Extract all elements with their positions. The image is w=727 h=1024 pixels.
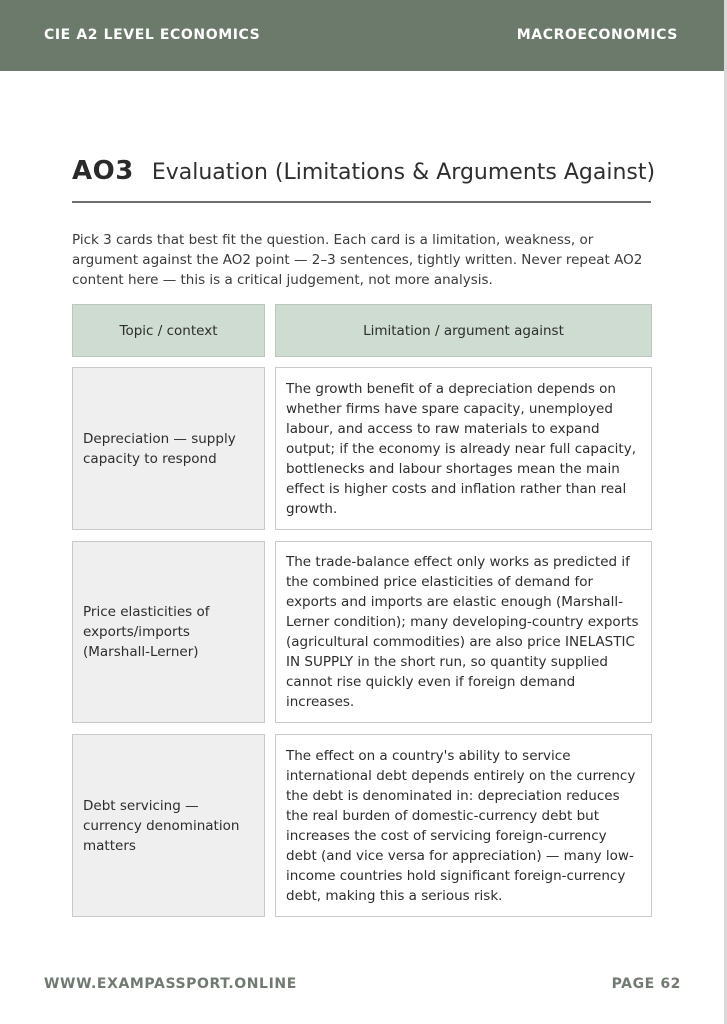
unit-label: MACROECONOMICS [516,27,678,43]
table-row-limitation: The trade-balance effect only works as predicted if the combined price elasticities of demand for exports and imports are elastic enough (Marshall-Lerner condition); many developing-country exports (agricultural commodities) are also price INELASTIC IN SUPPLY in the short run, so quantity supplied cannot rise quickly even if foreign demand increases. [275,541,652,723]
table-row-topic: Debt servicing — currency denomination matters [72,734,265,917]
section-code: AO3 [72,156,134,186]
table-row-limitation: The growth benefit of a depreciation depends on whether firms have spare capacity, unemployed labour, and access to raw materials to expand output; if the economy is already near full capacity, bottlenecks and labour shortages mean the main effect is higher costs and inflation rather than real growth. [275,367,652,530]
footer-website: WWW.EXAMPASSPORT.ONLINE [44,976,297,992]
column-header-limitation: Limitation / argument against [275,304,652,357]
table-row-topic: Price elasticities of exports/imports (Marshall-Lerner) [72,541,265,723]
column-header-topic: Topic / context [72,304,265,357]
course-label: CIE A2 LEVEL ECONOMICS [44,27,261,43]
table-row-limitation: The effect on a country's ability to service international debt depends entirely on the currency the debt is denominated in: depreciation reduces the real burden of domestic-currency debt but increases the cost of servicing foreign-currency debt (and vice versa for appreciation) — many low-income countries hold significant foreign-currency debt, making this a serious risk. [275,734,652,917]
intro-paragraph: Pick 3 cards that best fit the question. Each card is a limitation, weakness, or argument against the AO2 point — 2–3 sentences, tightly written. Never repeat AO2 content here — this is a critical judgement, not more analysis. [72,232,643,288]
section-title: Evaluation (Limitations & Arguments Against) [151,160,656,185]
table-row-topic: Depreciation — supply capacity to respond [72,367,265,530]
header-band [0,0,724,71]
page-number: PAGE 62 [611,976,681,992]
title-divider [72,201,651,203]
section-heading [72,156,656,190]
